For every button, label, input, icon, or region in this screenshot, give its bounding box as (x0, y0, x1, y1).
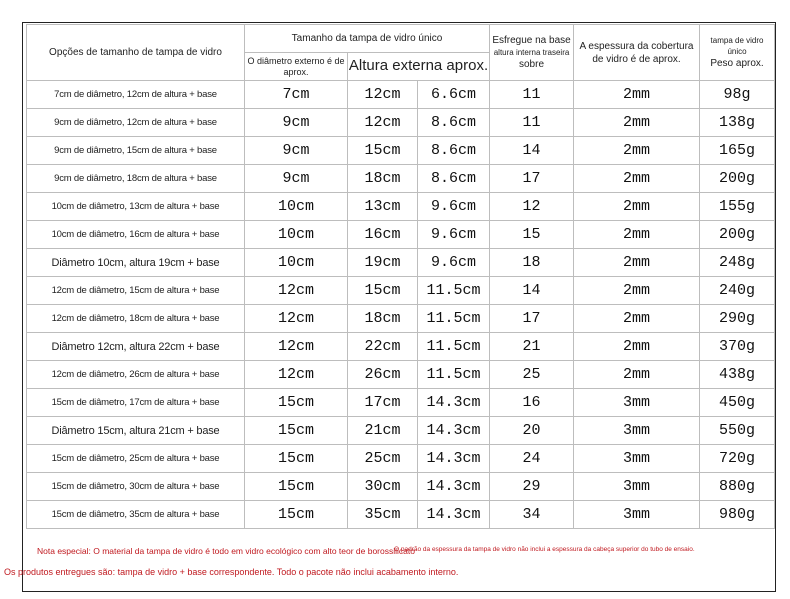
cell-thickness: 2mm (574, 193, 700, 221)
table-row (27, 277, 775, 305)
cell-thickness: 2mm (574, 81, 700, 109)
table-row (27, 361, 775, 389)
cell-inner: 14 (490, 137, 574, 165)
cell-thickness: 2mm (574, 277, 700, 305)
cell-inner: 11 (490, 81, 574, 109)
cell-outer-height: 14.3cm (418, 473, 490, 501)
cell-outer-height: 14.3cm (418, 389, 490, 417)
cell-height: 25cm (348, 445, 418, 473)
notes (4, 542, 784, 590)
header-lid-size: Tamanho da tampa de vidro único (245, 25, 490, 53)
cell-thickness: 2mm (574, 109, 700, 137)
cell-height: 12cm (348, 109, 418, 137)
cell-height: 21cm (348, 417, 418, 445)
cell-diameter: 12cm (245, 277, 348, 305)
cell-thickness: 2mm (574, 165, 700, 193)
cell-outer-height: 14.3cm (418, 445, 490, 473)
header-options: Opções de tamanho de tampa de vidro (27, 25, 245, 81)
cell-thickness: 3mm (574, 389, 700, 417)
cell-weight: 248g (700, 249, 775, 277)
cell-thickness: 3mm (574, 473, 700, 501)
cell-diameter: 12cm (245, 305, 348, 333)
cell-height: 22cm (348, 333, 418, 361)
cell-weight: 200g (700, 165, 775, 193)
cell-diameter: 12cm (245, 333, 348, 361)
cell-height: 26cm (348, 361, 418, 389)
size-option: 15cm de diâmetro, 30cm de altura + base (27, 473, 245, 501)
cell-height: 15cm (348, 137, 418, 165)
cell-inner: 24 (490, 445, 574, 473)
cell-height: 16cm (348, 221, 418, 249)
table-row (27, 137, 775, 165)
size-option: 9cm de diâmetro, 12cm de altura + base (27, 109, 245, 137)
cell-outer-height: 14.3cm (418, 417, 490, 445)
header-thickness: A espessura da cobertura de vidro é de aprox. (574, 25, 700, 81)
cell-height: 17cm (348, 389, 418, 417)
cell-inner: 11 (490, 109, 574, 137)
cell-weight: 880g (700, 473, 775, 501)
cell-diameter: 15cm (245, 501, 348, 529)
cell-diameter: 9cm (245, 137, 348, 165)
size-rows (27, 81, 775, 529)
cell-outer-height: 11.5cm (418, 333, 490, 361)
cell-outer-height: 8.6cm (418, 137, 490, 165)
table-row (27, 81, 775, 109)
cell-diameter: 15cm (245, 445, 348, 473)
size-option: 10cm de diâmetro, 16cm de altura + base (27, 221, 245, 249)
cell-height: 35cm (348, 501, 418, 529)
table-row (27, 221, 775, 249)
cell-diameter: 7cm (245, 81, 348, 109)
cell-diameter: 15cm (245, 389, 348, 417)
cell-inner: 15 (490, 221, 574, 249)
cell-inner: 34 (490, 501, 574, 529)
cell-diameter: 15cm (245, 473, 348, 501)
cell-height: 12cm (348, 81, 418, 109)
size-option: 12cm de diâmetro, 18cm de altura + base (27, 305, 245, 333)
size-option: Diâmetro 12cm, altura 22cm + base (27, 333, 245, 361)
cell-weight: 240g (700, 277, 775, 305)
cell-diameter: 15cm (245, 417, 348, 445)
cell-diameter: 9cm (245, 109, 348, 137)
cell-outer-height: 11.5cm (418, 305, 490, 333)
size-option: 15cm de diâmetro, 25cm de altura + base (27, 445, 245, 473)
delivery-note: Os produtos entregues são: tampa de vidro + base correspondente. Todo o pacote não inclui acabamento interno. (4, 567, 459, 577)
size-option: 9cm de diâmetro, 18cm de altura + base (27, 165, 245, 193)
size-option: 9cm de diâmetro, 15cm de altura + base (27, 137, 245, 165)
cell-diameter: 10cm (245, 193, 348, 221)
cell-height: 15cm (348, 277, 418, 305)
cell-weight: 980g (700, 501, 775, 529)
cell-height: 13cm (348, 193, 418, 221)
table-row (27, 109, 775, 137)
cell-height: 18cm (348, 305, 418, 333)
cell-weight: 550g (700, 417, 775, 445)
cell-inner: 20 (490, 417, 574, 445)
cell-thickness: 2mm (574, 221, 700, 249)
header-outer-height: Altura externa aprox. (348, 53, 490, 81)
cell-weight: 720g (700, 445, 775, 473)
cell-weight: 200g (700, 221, 775, 249)
size-option: 15cm de diâmetro, 17cm de altura + base (27, 389, 245, 417)
special-note: Nota especial: O material da tampa de vidro é todo em vidro ecológico com alto teor de borossilicato (37, 546, 415, 556)
size-option: 10cm de diâmetro, 13cm de altura + base (27, 193, 245, 221)
cell-weight: 98g (700, 81, 775, 109)
cell-weight: 438g (700, 361, 775, 389)
cell-outer-height: 6.6cm (418, 81, 490, 109)
table-row (27, 333, 775, 361)
table-row (27, 417, 775, 445)
cell-outer-height: 14.3cm (418, 501, 490, 529)
size-option: 12cm de diâmetro, 15cm de altura + base (27, 277, 245, 305)
cell-diameter: 9cm (245, 165, 348, 193)
cell-thickness: 2mm (574, 361, 700, 389)
cell-height: 18cm (348, 165, 418, 193)
size-spec-table (26, 24, 775, 529)
standard-note: O padrão da espessura da tampa de vidro não inclui a espessura da cabeça superior do tubo de ensaio. (394, 546, 695, 553)
cell-inner: 12 (490, 193, 574, 221)
table-row (27, 165, 775, 193)
cell-inner: 14 (490, 277, 574, 305)
cell-thickness: 3mm (574, 417, 700, 445)
cell-inner: 21 (490, 333, 574, 361)
cell-weight: 290g (700, 305, 775, 333)
table-row (27, 445, 775, 473)
size-option: 12cm de diâmetro, 26cm de altura + base (27, 361, 245, 389)
cell-inner: 17 (490, 165, 574, 193)
cell-thickness: 2mm (574, 249, 700, 277)
cell-thickness: 2mm (574, 333, 700, 361)
size-option: 15cm de diâmetro, 35cm de altura + base (27, 501, 245, 529)
table-row (27, 249, 775, 277)
header-outer-diameter: O diâmetro externo é de aprox. (245, 53, 348, 81)
cell-outer-height: 11.5cm (418, 277, 490, 305)
cell-height: 19cm (348, 249, 418, 277)
cell-diameter: 12cm (245, 361, 348, 389)
cell-outer-height: 9.6cm (418, 193, 490, 221)
size-option: 7cm de diâmetro, 12cm de altura + base (27, 81, 245, 109)
cell-inner: 25 (490, 361, 574, 389)
cell-inner: 18 (490, 249, 574, 277)
cell-thickness: 3mm (574, 445, 700, 473)
cell-height: 30cm (348, 473, 418, 501)
cell-inner: 29 (490, 473, 574, 501)
cell-outer-height: 8.6cm (418, 165, 490, 193)
cell-thickness: 3mm (574, 501, 700, 529)
cell-outer-height: 8.6cm (418, 109, 490, 137)
header-weight: tampa de vidro único Peso aprox. (700, 25, 775, 81)
cell-outer-height: 9.6cm (418, 221, 490, 249)
cell-inner: 17 (490, 305, 574, 333)
cell-weight: 155g (700, 193, 775, 221)
size-option: Diâmetro 10cm, altura 19cm + base (27, 249, 245, 277)
cell-weight: 450g (700, 389, 775, 417)
cell-weight: 165g (700, 137, 775, 165)
cell-inner: 16 (490, 389, 574, 417)
cell-outer-height: 9.6cm (418, 249, 490, 277)
cell-weight: 370g (700, 333, 775, 361)
header-scrub-base: Esfregue na base altura interna traseira sobre (490, 25, 574, 81)
table-row (27, 389, 775, 417)
cell-outer-height: 11.5cm (418, 361, 490, 389)
cell-diameter: 10cm (245, 249, 348, 277)
table-row (27, 473, 775, 501)
cell-thickness: 2mm (574, 137, 700, 165)
table-row (27, 305, 775, 333)
cell-thickness: 2mm (574, 305, 700, 333)
cell-weight: 138g (700, 109, 775, 137)
table-row (27, 501, 775, 529)
size-option: Diâmetro 15cm, altura 21cm + base (27, 417, 245, 445)
table-row (27, 193, 775, 221)
cell-diameter: 10cm (245, 221, 348, 249)
